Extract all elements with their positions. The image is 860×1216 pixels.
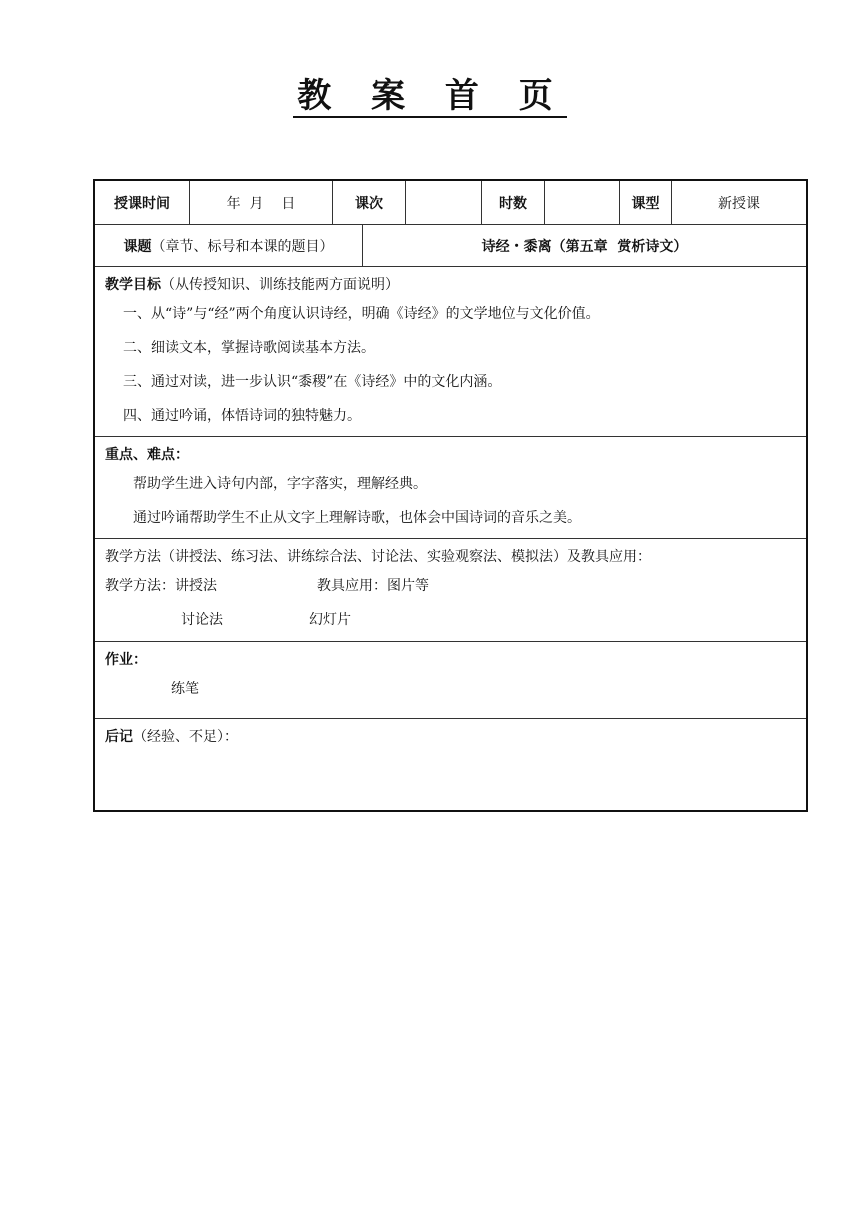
hours-value[interactable] xyxy=(545,181,620,224)
focus-block xyxy=(95,437,806,538)
tools-secondary: 幻灯片 xyxy=(309,612,351,628)
goal-item: 二、细读文本，掌握诗歌阅读基本方法。 xyxy=(123,340,375,356)
notes-section xyxy=(95,719,806,810)
lesson-no-label: 课次 xyxy=(333,181,406,224)
goals-note: （从传授知识、训练技能两方面说明） xyxy=(161,277,399,293)
method-primary: 教学方法：讲授法 xyxy=(105,578,217,594)
lesson-plan-table xyxy=(93,179,808,812)
goals-label: 教学目标 xyxy=(105,277,161,293)
topic-row xyxy=(95,225,806,267)
goals-block xyxy=(95,267,806,436)
topic-value[interactable]: 诗经・黍离（第五章 赏析诗文） xyxy=(481,238,688,255)
notes-block xyxy=(95,719,806,810)
tools-primary: 教具应用：图片等 xyxy=(317,578,429,594)
goals-section xyxy=(95,267,806,437)
topic-label-note: （章节、标号和本课的题目） xyxy=(151,238,334,255)
methods-heading: 教学方法（讲授法、练习法、讲练综合法、讨论法、实验观察法、模拟法）及教具应用： xyxy=(105,549,651,565)
homework-value: 练笔 xyxy=(171,681,199,697)
notes-label: 后记 xyxy=(105,729,133,745)
methods-section xyxy=(95,539,806,642)
homework-label: 作业： xyxy=(105,652,147,668)
hours-label: 时数 xyxy=(482,181,545,224)
page-title xyxy=(0,76,860,118)
homework-block xyxy=(95,642,806,718)
focus-section xyxy=(95,437,806,539)
focus-item: 帮助学生进入诗句内部，字字落实，理解经典。 xyxy=(133,476,427,492)
method-secondary: 讨论法 xyxy=(181,612,223,628)
header-row xyxy=(95,181,806,225)
homework-section xyxy=(95,642,806,719)
methods-line-2 xyxy=(105,603,796,637)
goal-item: 三、通过对读，进一步认识“黍稷”在《诗经》中的文化内涵。 xyxy=(123,374,502,390)
goal-item: 四、通过吟诵，体悟诗词的独特魅力。 xyxy=(123,408,361,424)
topic-label: 课题 xyxy=(123,238,152,255)
date-value[interactable]: 年 月 日 xyxy=(190,181,333,224)
topic-label-cell xyxy=(95,225,363,266)
notes-note: （经验、不足）： xyxy=(133,729,238,745)
focus-item: 通过吟诵帮助学生不止从文字上理解诗歌，也体会中国诗词的音乐之美。 xyxy=(133,510,581,526)
methods-line-1 xyxy=(105,569,796,603)
time-label: 授课时间 xyxy=(95,181,190,224)
type-value[interactable]: 新授课 xyxy=(718,195,760,212)
methods-block xyxy=(95,539,806,641)
page-title-text: 教 案 首 页 xyxy=(293,76,567,118)
lesson-no-value[interactable] xyxy=(406,181,482,224)
notes-heading xyxy=(105,727,796,747)
focus-label: 重点、难点： xyxy=(105,447,189,463)
type-label: 课型 xyxy=(620,181,672,224)
goal-item: 一、从“诗”与“经”两个角度认识诗经，明确《诗经》的文学地位与文化价值。 xyxy=(123,306,600,322)
goals-heading xyxy=(105,275,796,295)
